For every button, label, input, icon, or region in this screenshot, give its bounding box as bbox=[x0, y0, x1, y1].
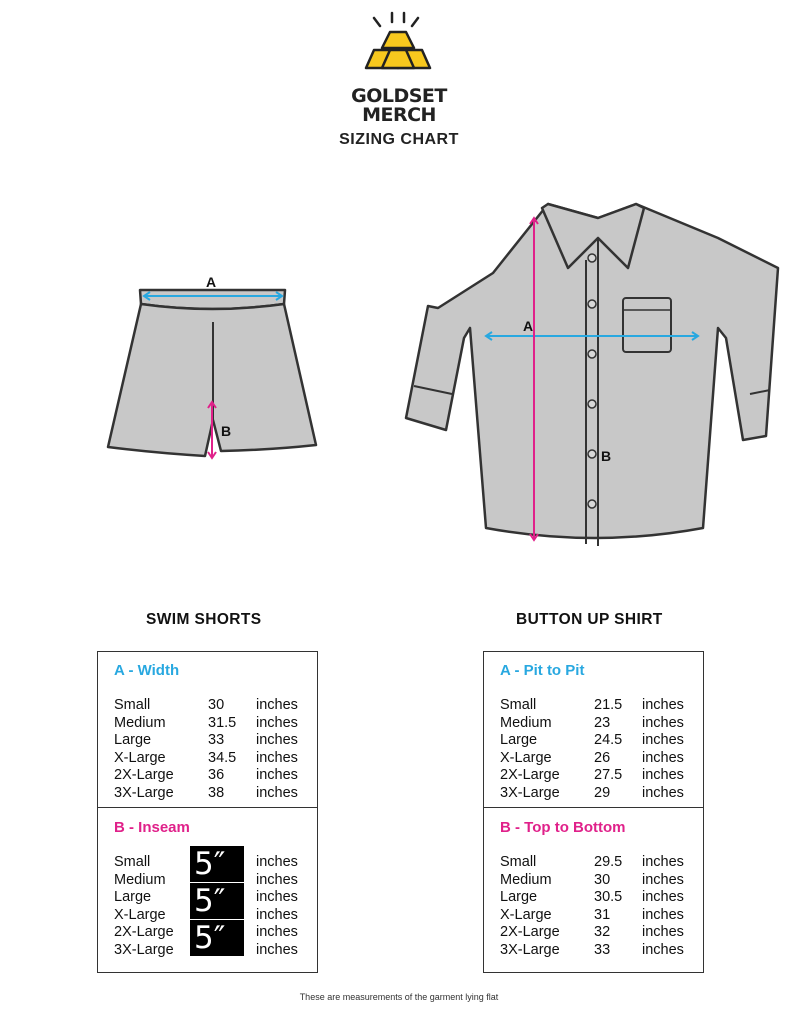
measurement-value: 29 bbox=[594, 785, 611, 801]
measurement-value: 31.5 bbox=[208, 714, 237, 731]
inseam-value-overlay: 5″ bbox=[190, 846, 244, 882]
unit-label: inches bbox=[256, 697, 298, 713]
measurement-value: 30 bbox=[208, 697, 225, 713]
size-label: Large bbox=[500, 732, 538, 749]
footnote: These are measurements of the garment lying flat bbox=[299, 992, 499, 1002]
unit-label: inches bbox=[256, 732, 298, 749]
measurement-value: 27.5 bbox=[594, 767, 623, 784]
measurement-value: 31 bbox=[594, 906, 611, 923]
unit-label: inches bbox=[256, 871, 298, 888]
size-label: 2X-Large bbox=[500, 924, 560, 941]
inseam-heading: B - Inseam bbox=[114, 819, 190, 836]
size-label: 2X-Large bbox=[114, 767, 174, 784]
gold-bars-icon bbox=[340, 10, 458, 86]
size-label: 3X-Large bbox=[114, 785, 174, 801]
size-label: X-Large bbox=[500, 749, 552, 766]
table-divider bbox=[484, 807, 703, 808]
unit-label: inches bbox=[256, 924, 298, 941]
unit-label: inches bbox=[256, 906, 298, 923]
width-heading: A - Width bbox=[114, 662, 180, 679]
measurement-value: 23 bbox=[594, 714, 611, 731]
unit-label: inches bbox=[642, 906, 684, 923]
unit-label: inches bbox=[256, 749, 298, 766]
button-up-shirt-diagram bbox=[398, 198, 783, 550]
unit-label: inches bbox=[256, 785, 298, 801]
top-to-bottom-heading: B - Top to Bottom bbox=[500, 819, 626, 836]
measurement-value: 33 bbox=[594, 942, 611, 958]
size-label: X-Large bbox=[114, 906, 166, 923]
unit-label: inches bbox=[642, 889, 684, 906]
shorts-label-a: A bbox=[206, 274, 217, 290]
unit-label: inches bbox=[642, 749, 684, 766]
button-up-shirt-title: BUTTON UP SHIRT bbox=[516, 611, 663, 628]
brand-name-line2: MERCH bbox=[362, 104, 436, 126]
size-label: X-Large bbox=[500, 906, 552, 923]
size-label: Medium bbox=[500, 871, 552, 888]
brand-logo bbox=[340, 10, 458, 125]
measurement-value: 29.5 bbox=[594, 854, 623, 870]
button-up-shirt-table bbox=[483, 651, 704, 973]
size-label: 3X-Large bbox=[500, 785, 560, 801]
measurement-value: 26 bbox=[594, 749, 611, 766]
size-label: Medium bbox=[114, 871, 166, 888]
unit-label: inches bbox=[642, 732, 684, 749]
unit-label: inches bbox=[256, 854, 298, 870]
measurement-value: 32 bbox=[594, 924, 611, 941]
shirt-label-b: B bbox=[601, 448, 612, 464]
pit-to-pit-heading: A - Pit to Pit bbox=[500, 662, 585, 679]
unit-label: inches bbox=[642, 924, 684, 941]
measurement-value: 33 bbox=[208, 732, 225, 749]
swim-shorts-table bbox=[97, 651, 318, 973]
unit-label: inches bbox=[642, 697, 684, 713]
page-title: SIZING CHART bbox=[339, 131, 459, 148]
size-label: 2X-Large bbox=[500, 767, 560, 784]
measurement-value: 36 bbox=[208, 767, 225, 784]
size-label: Small bbox=[114, 697, 151, 713]
swim-shorts-title: SWIM SHORTS bbox=[146, 611, 262, 628]
brand-name-line1: GOLDSET bbox=[351, 85, 447, 107]
size-label: Medium bbox=[114, 714, 166, 731]
shorts-label-b: B bbox=[221, 423, 232, 439]
unit-label: inches bbox=[642, 714, 684, 731]
unit-label: inches bbox=[642, 767, 684, 784]
measurement-value: 30.5 bbox=[594, 889, 623, 906]
unit-label: inches bbox=[256, 889, 298, 906]
size-label: X-Large bbox=[114, 749, 166, 766]
measurement-value: 34.5 bbox=[208, 749, 237, 766]
swim-shorts-diagram bbox=[100, 270, 330, 470]
size-label: Large bbox=[500, 889, 538, 906]
size-label: Large bbox=[114, 732, 152, 749]
unit-label: inches bbox=[256, 767, 298, 784]
measurement-value: 24.5 bbox=[594, 732, 623, 749]
unit-label: inches bbox=[256, 714, 298, 731]
size-label: 2X-Large bbox=[114, 924, 174, 941]
inseam-value-overlay: 5″ bbox=[190, 920, 244, 956]
measurement-value: 30 bbox=[594, 871, 611, 888]
size-label: Small bbox=[500, 854, 537, 870]
size-label: Large bbox=[114, 889, 152, 906]
unit-label: inches bbox=[642, 871, 684, 888]
unit-label: inches bbox=[256, 942, 298, 958]
size-label: Small bbox=[114, 854, 151, 870]
unit-label: inches bbox=[642, 854, 684, 870]
shirt-label-a: A bbox=[523, 318, 534, 334]
measurement-value: 21.5 bbox=[594, 697, 623, 713]
table-divider bbox=[98, 807, 317, 808]
size-label: Medium bbox=[500, 714, 552, 731]
size-label: 3X-Large bbox=[500, 942, 560, 958]
unit-label: inches bbox=[642, 785, 684, 801]
size-label: Small bbox=[500, 697, 537, 713]
inseam-value-overlay: 5″ bbox=[190, 883, 244, 919]
unit-label: inches bbox=[642, 942, 684, 958]
size-label: 3X-Large bbox=[114, 942, 174, 958]
measurement-value: 38 bbox=[208, 785, 225, 801]
